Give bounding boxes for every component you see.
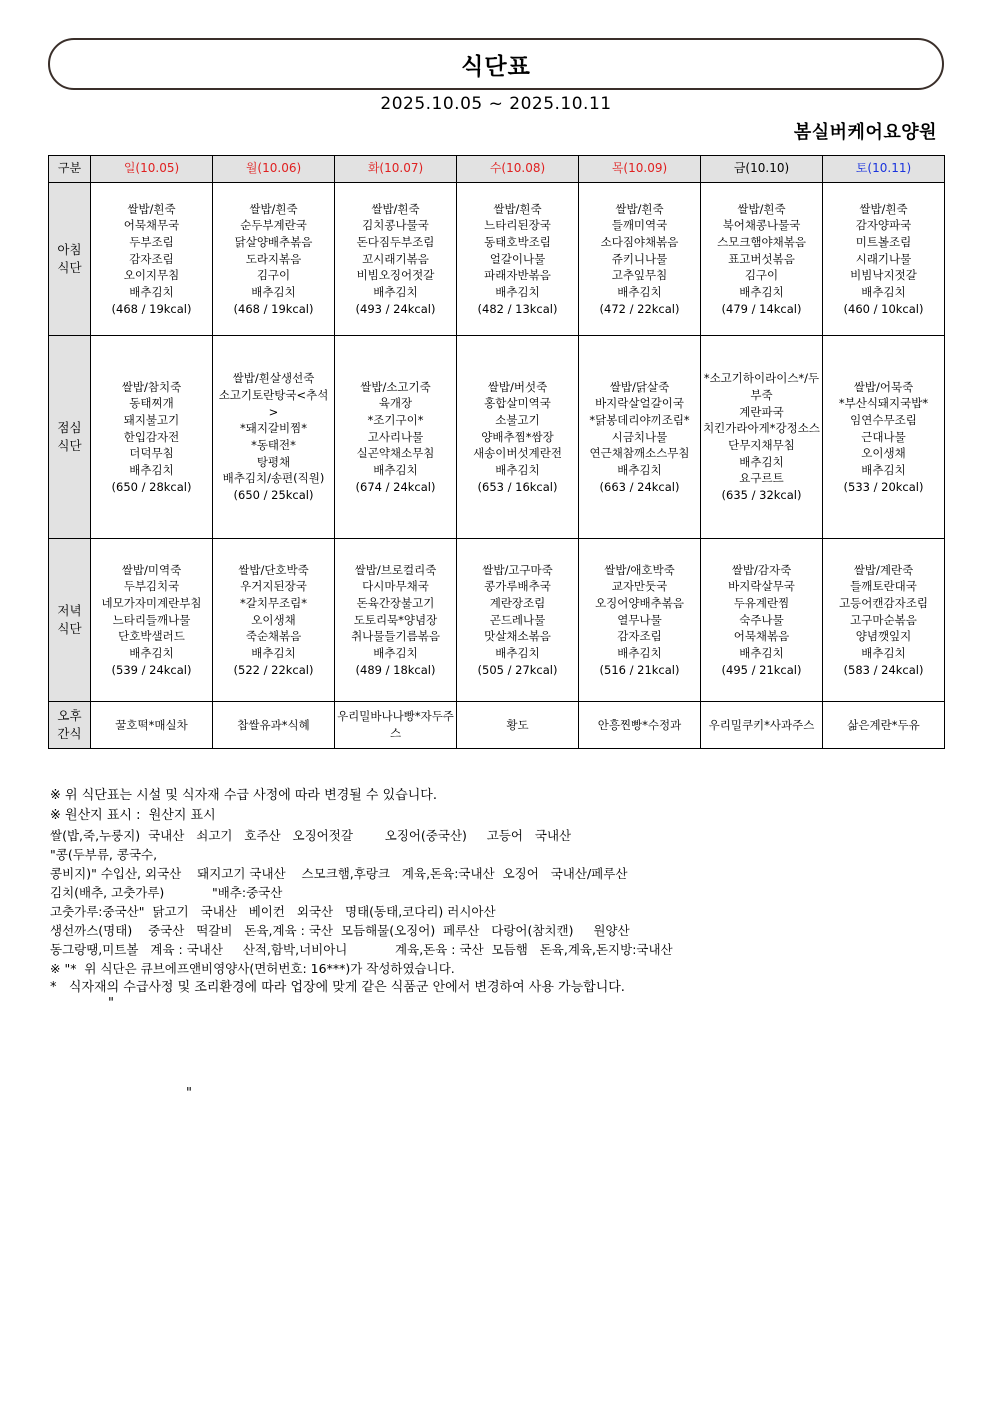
menu-line: 배추김치 <box>617 646 662 660</box>
meal-cell <box>579 183 701 336</box>
menu-line: 배추김치 <box>739 454 784 469</box>
menu-line: 쌀밥/버섯죽 <box>487 379 548 394</box>
header-day-4 <box>579 156 701 183</box>
menu-line: 쌀밥/흰죽 <box>371 201 420 216</box>
menu-line: 김구이 <box>744 268 779 283</box>
menu-line: 연근채참깨소스무침 <box>589 446 690 461</box>
menu-line: 표고버섯볶음 <box>728 251 795 266</box>
meal-cell <box>701 183 823 336</box>
menu-line: 배추김치 <box>251 285 296 299</box>
header-day-label: 금(10.10) <box>733 161 790 176</box>
meal-cell <box>213 183 335 336</box>
menu-line: 배추김치 <box>373 463 418 477</box>
row-label-line-1: 오후 <box>57 707 82 723</box>
menu-line: *갈치무조림* <box>239 595 308 610</box>
menu-line: 요구르트 <box>739 471 784 486</box>
menu-line: 비빔낙지젓갈 <box>850 268 917 283</box>
menu-line: 느타리된장국 <box>484 218 551 233</box>
menu-line: 계란파국 <box>739 404 784 419</box>
menu-line: 고사리나물 <box>367 429 424 444</box>
header-day-label: 목(10.09) <box>611 161 668 176</box>
menu-line: (650 / 25kcal) <box>233 488 314 503</box>
menu-line: 김치콩나물국 <box>362 218 429 233</box>
menu-line: (505 / 27kcal) <box>477 662 558 677</box>
menu-line: 쌀밥/흰살생선죽 <box>232 371 315 386</box>
meal-plan-table <box>48 155 945 749</box>
row-label-line-1: 저녁 <box>57 602 82 618</box>
menu-line: 감자조림 <box>129 251 174 266</box>
menu-line: *동태전* <box>251 438 296 452</box>
menu-line: 쌀밥/흰죽 <box>737 201 786 216</box>
menu-line: 미트볼조림 <box>855 234 912 249</box>
header-label-cell: 구분 <box>49 156 91 183</box>
table-row-snack <box>49 702 945 749</box>
snack-cell <box>91 702 213 749</box>
menu-line: 임연수무조림 <box>850 412 917 427</box>
menu-line: 배추김치 <box>861 463 906 477</box>
header-day-2 <box>335 156 457 183</box>
menu-line: 얼갈이나물 <box>489 251 546 266</box>
meal-cell <box>335 183 457 336</box>
stray-quote-mark: " <box>108 996 114 1011</box>
menu-line: 쌀밥/흰죽 <box>249 201 298 216</box>
menu-line: 소다짐야채볶음 <box>600 234 679 249</box>
menu-line: 쌀밥/감자죽 <box>731 562 792 577</box>
menu-line: 쌀밥/계란죽 <box>853 562 914 577</box>
menu-line: 쌀밥/고구마죽 <box>482 562 553 577</box>
menu-line: 배추김치 <box>251 646 296 660</box>
meal-cell <box>457 336 579 539</box>
note-line: 생선까스(명태) 중국산 떡갈비 돈육,계육 : 국산 모듬해물(오징어) 페루산 다랑어(참치캔) 원양산 <box>50 922 630 938</box>
menu-line: 양념깻잎지 <box>855 629 912 644</box>
menu-line: *소고기하이라이스*/두부죽 <box>703 371 820 402</box>
header-day-label: 수(10.08) <box>489 161 546 176</box>
menu-line: 다시마무채국 <box>362 579 429 594</box>
menu-line: 동태호박조림 <box>484 234 551 249</box>
menu-line: 근대나물 <box>861 429 906 444</box>
row-label-line-2: 식단 <box>57 438 82 453</box>
table-body <box>49 183 945 749</box>
facility-name: 봄실버케어요양원 <box>793 122 937 143</box>
menu-line: *조기구이* <box>367 412 424 427</box>
menu-line: 쌀밥/어묵죽 <box>853 379 914 394</box>
menu-line: *돼지갈비찜* <box>239 421 308 436</box>
menu-line: 소고기토란탕국<추석> <box>218 387 329 419</box>
page-title: 식단표 <box>461 53 531 80</box>
menu-line: 콩가루배추국 <box>484 579 551 594</box>
title-banner <box>48 38 944 90</box>
meal-cell <box>457 539 579 702</box>
menu-line: 두부조림 <box>129 234 174 249</box>
menu-line: 꿀호떡*매실차 <box>115 717 188 732</box>
row-label-breakfast <box>49 183 91 336</box>
header-day-label: 일(10.05) <box>123 161 180 176</box>
menu-line: 배추김치 <box>373 646 418 660</box>
note-line: ※ "* 위 식단은 큐브에프앤비영양사(면허번호: 16***)가 작성하였습니다. <box>50 960 455 976</box>
menu-line: 배추김치 <box>739 646 784 660</box>
menu-line: (663 / 24kcal) <box>599 479 680 494</box>
menu-line: 쌀밥/미역죽 <box>121 562 182 577</box>
menu-line: 우거지된장국 <box>240 579 307 594</box>
menu-line: 실곤약채소무침 <box>356 446 435 461</box>
menu-line: 배추김치 <box>129 646 174 660</box>
menu-line: 쌀밥/소고기죽 <box>360 379 431 394</box>
menu-line: 숙주나물 <box>739 612 784 627</box>
snack-cell <box>335 702 457 749</box>
menu-line: 삶은계란*두유 <box>847 717 920 732</box>
menu-line: 계란장조림 <box>489 595 546 610</box>
menu-line: (489 / 18kcal) <box>355 662 436 677</box>
menu-line: 곤드레나물 <box>489 612 546 627</box>
header-day-0 <box>91 156 213 183</box>
menu-line: (674 / 24kcal) <box>355 479 436 494</box>
menu-line: 치킨가라아게*강정소스 <box>703 421 820 436</box>
menu-line: 배추김치 <box>129 285 174 299</box>
menu-line: 찹쌀유과*식혜 <box>237 717 310 732</box>
meal-cell <box>213 336 335 539</box>
menu-line: 배추김치 <box>129 463 174 477</box>
menu-line: 배추김치 <box>373 285 418 299</box>
menu-line: (493 / 24kcal) <box>355 301 436 316</box>
menu-line: 감자양파국 <box>855 218 912 233</box>
meal-cell <box>91 539 213 702</box>
menu-line: 더덕무침 <box>129 446 174 461</box>
menu-line: 맛살채소볶음 <box>484 629 551 644</box>
menu-line: (468 / 19kcal) <box>233 301 314 316</box>
table-header <box>49 156 945 183</box>
header-row <box>49 156 945 183</box>
menu-line: 꼬시래기볶음 <box>362 251 429 266</box>
menu-line: (539 / 24kcal) <box>111 662 192 677</box>
note-line: * 식자재의 수급사정 및 조리환경에 따라 업장에 맞게 같은 식품군 안에서 변경하여 사용 가능합니다. <box>50 979 625 995</box>
menu-line: 도토리묵*양념장 <box>353 612 438 627</box>
menu-line: 북어채콩나물국 <box>722 218 801 233</box>
menu-line: (653 / 16kcal) <box>477 479 558 494</box>
note-line: 콩비지)" 수입산, 외국산 돼지고기 국내산 스모크햄,후랑크 계육,돈육:국내산 오징어 국내산/페루산 <box>50 865 628 881</box>
menu-line: 시금치나물 <box>611 429 668 444</box>
menu-line: (468 / 19kcal) <box>111 301 192 316</box>
meal-cell <box>335 539 457 702</box>
menu-line: 오이생채 <box>251 612 296 627</box>
menu-line: 도라지볶음 <box>245 251 302 266</box>
note-line: ※ 위 식단표는 시설 및 식자재 수급 사정에 따라 변경될 수 있습니다. <box>50 788 437 803</box>
snack-cell <box>457 702 579 749</box>
menu-line: (482 / 13kcal) <box>477 301 558 316</box>
menu-line: 돈육간장불고기 <box>356 595 435 610</box>
menu-line: 교자만둣국 <box>611 579 668 594</box>
meal-cell <box>335 336 457 539</box>
meal-cell <box>91 336 213 539</box>
header-day-label: 토(10.11) <box>855 161 912 176</box>
meal-cell <box>579 539 701 702</box>
menu-line: 바지락살얼갈이국 <box>595 396 684 411</box>
note-line: 고춧가루:중국산" 닭고기 국내산 베이컨 외국산 명태(동태,코다리) 러시아산 <box>50 903 496 919</box>
menu-line: 쌀밥/흰죽 <box>127 201 176 216</box>
menu-line: 배추김치 <box>495 646 540 660</box>
menu-line: 어묵채무국 <box>123 218 180 233</box>
stray-quote-mark: " <box>186 1086 192 1101</box>
menu-line: 소불고기 <box>495 412 540 427</box>
menu-line: 순두부계란국 <box>240 218 307 233</box>
note-line: 동그랑땡,미트볼 계육 : 국내산 산적,함박,너비아니 계육,돈육 : 국산 모듬햄 돈육,계육,돈지방:국내산 <box>50 941 673 957</box>
snack-cell <box>579 702 701 749</box>
header-day-label: 월(10.06) <box>245 161 302 176</box>
menu-line: 쌀밥/흰죽 <box>859 201 908 216</box>
header-day-6 <box>823 156 945 183</box>
menu-line: 배추김치/송편(직원) <box>222 471 325 486</box>
menu-line: 죽순채볶음 <box>245 629 302 644</box>
menu-line: (460 / 10kcal) <box>843 301 924 316</box>
menu-line: 안흥찐빵*수정과 <box>597 717 682 732</box>
menu-line: 쌀밥/단호박죽 <box>238 562 309 577</box>
menu-line: 배추김치 <box>617 285 662 299</box>
menu-line: 오징어양배추볶음 <box>595 595 684 610</box>
menu-line: (533 / 20kcal) <box>843 479 924 494</box>
menu-line: 탕평채 <box>256 454 291 469</box>
menu-line: 어묵채볶음 <box>733 629 790 644</box>
menu-line: *닭봉데리야끼조림* <box>589 412 690 427</box>
menu-line: 취나물들기름볶음 <box>351 629 440 644</box>
menu-line: 쌀밥/흰죽 <box>615 201 664 216</box>
menu-line: 우리밀바나나빵*자두주스 <box>337 709 454 740</box>
menu-line: 배추김치 <box>495 463 540 477</box>
row-label-line-2: 간식 <box>57 726 82 741</box>
menu-line: 오이생채 <box>861 446 906 461</box>
menu-line: 쌀밥/닭살죽 <box>609 379 670 394</box>
meal-cell <box>213 539 335 702</box>
meal-cell <box>823 539 945 702</box>
menu-line: (472 / 22kcal) <box>599 301 680 316</box>
menu-line: 한입감자전 <box>123 429 180 444</box>
menu-line: 열무나물 <box>617 612 662 627</box>
menu-line: 쌀밥/흰죽 <box>493 201 542 216</box>
menu-line: 파래자반볶음 <box>484 268 551 283</box>
menu-line: 쌀밥/브로컬리죽 <box>354 562 437 577</box>
menu-line: (516 / 21kcal) <box>599 662 680 677</box>
note-line: 쌀(밥,죽,누룽지) 국내산 쇠고기 호주산 오징어젓갈 오징어(중국산) 고등어 국내산 <box>50 827 572 843</box>
menu-line: 들깨미역국 <box>611 218 668 233</box>
meal-cell <box>823 336 945 539</box>
header-day-3 <box>457 156 579 183</box>
menu-line: 배추김치 <box>495 285 540 299</box>
menu-line: (635 / 32kcal) <box>721 488 802 503</box>
menu-line: 단호박샐러드 <box>118 629 185 644</box>
menu-line: 배추김치 <box>861 285 906 299</box>
header-day-label: 화(10.07) <box>367 161 424 176</box>
menu-line: 고추잎무침 <box>611 268 668 283</box>
menu-line: 스모크햄야채볶음 <box>717 234 806 249</box>
menu-line: 배추김치 <box>617 463 662 477</box>
menu-line: 두부김치국 <box>123 579 180 594</box>
menu-line: 쌀밥/애호박죽 <box>604 562 675 577</box>
menu-line: 닭살양배추볶음 <box>234 234 313 249</box>
menu-line: 양배추찜*쌈장 <box>481 429 554 444</box>
menu-line: 시래기나물 <box>855 251 912 266</box>
menu-line: 느타리들깨나물 <box>112 612 191 627</box>
menu-line: 우리밀쿠키*사과주스 <box>708 717 815 732</box>
menu-line: 오이지무침 <box>123 268 180 283</box>
menu-line: 배추김치 <box>739 285 784 299</box>
row-label-line-1: 점심 <box>57 419 82 435</box>
row-label-snack <box>49 702 91 749</box>
menu-line: 비빔오징어젓갈 <box>356 268 435 283</box>
menu-line: 김구이 <box>256 268 291 283</box>
note-line: ※ 원산지 표시 : 원산지 표시 <box>50 807 216 823</box>
meal-cell <box>91 183 213 336</box>
menu-line: 홍합살미역국 <box>484 396 551 411</box>
menu-line: *부산식돼지국밥* <box>838 396 929 411</box>
menu-line: 고등어캔감자조림 <box>839 595 928 610</box>
menu-line: 새송이버섯계란전 <box>473 446 562 461</box>
menu-line: (495 / 21kcal) <box>721 662 802 677</box>
menu-line: 네모가자미계란부침 <box>101 595 202 610</box>
snack-cell <box>823 702 945 749</box>
menu-line: 들깨토란대국 <box>850 579 917 594</box>
menu-line: (479 / 14kcal) <box>721 301 802 316</box>
menu-line: 고구마순볶음 <box>850 612 917 627</box>
menu-line: 두유계란찜 <box>733 595 790 610</box>
note-line: 김치(배추, 고춧가루) "배추:중국산 <box>50 884 283 900</box>
menu-line: (583 / 24kcal) <box>843 662 924 677</box>
menu-line: (650 / 28kcal) <box>111 479 192 494</box>
menu-line: 바지락살무국 <box>728 579 795 594</box>
meal-cell <box>457 183 579 336</box>
table-row-lunch <box>49 336 945 539</box>
menu-line: 쌀밥/참치죽 <box>121 379 182 394</box>
menu-line: 쥬키니나물 <box>611 251 668 266</box>
snack-cell <box>213 702 335 749</box>
table-row-breakfast <box>49 183 945 336</box>
header-day-1 <box>213 156 335 183</box>
row-label-line-1: 아침 <box>57 241 82 257</box>
row-label-line-2: 식단 <box>57 621 82 636</box>
note-line: "콩(두부류, 콩국수, <box>50 846 158 862</box>
menu-line: 돈다짐두부조림 <box>356 234 435 249</box>
menu-line: 배추김치 <box>861 646 906 660</box>
menu-line: 감자조림 <box>617 629 662 644</box>
snack-cell <box>701 702 823 749</box>
menu-line: 육개장 <box>378 396 413 411</box>
menu-line: 황도 <box>506 717 529 732</box>
notes-section <box>50 786 955 997</box>
date-range: 2025.10.05 ~ 2025.10.11 <box>380 94 612 114</box>
row-label-dinner <box>49 539 91 702</box>
row-label-lunch <box>49 336 91 539</box>
menu-line: (522 / 22kcal) <box>233 662 314 677</box>
row-label-line-2: 식단 <box>57 260 82 275</box>
meal-cell <box>701 336 823 539</box>
meal-cell <box>823 183 945 336</box>
header-day-5 <box>701 156 823 183</box>
table-row-dinner <box>49 539 945 702</box>
menu-line: 동태찌개 <box>129 396 174 411</box>
meal-cell <box>579 336 701 539</box>
menu-line: 단무지채무침 <box>728 438 795 452</box>
meal-cell <box>701 539 823 702</box>
menu-line: 돼지불고기 <box>123 412 180 427</box>
